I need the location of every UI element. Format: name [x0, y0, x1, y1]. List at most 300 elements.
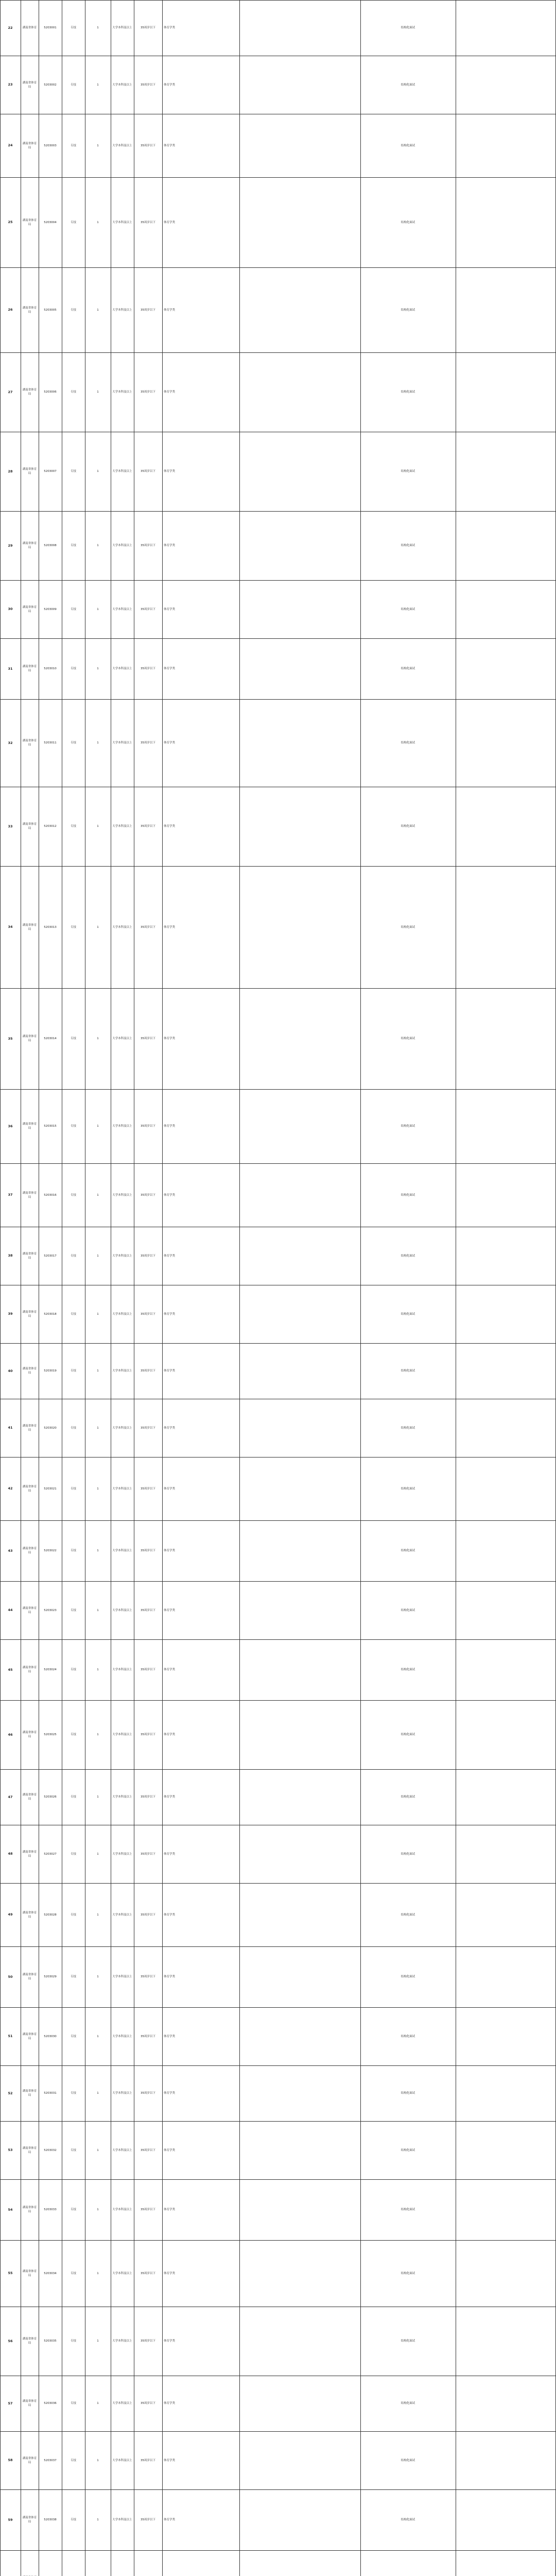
department-cell-text: 湖南省体育局 [22, 1252, 37, 1260]
position-code-cell [40, 513, 60, 579]
position-code-cell-text: 5203001 [44, 26, 57, 29]
position-code-cell-text: 5203018 [44, 1312, 57, 1316]
major-cell [164, 179, 238, 266]
education-cell [112, 1641, 132, 1699]
exam-method-cell-text: 结构化面试 [401, 2518, 415, 2521]
position-code-cell [40, 1522, 60, 1580]
age-cell [135, 1771, 161, 1823]
position-code-cell-text: 5203019 [44, 1369, 57, 1372]
major-cell [164, 640, 238, 698]
count-cell [86, 2433, 109, 2488]
department-cell [22, 2067, 37, 2120]
note-cell [457, 115, 554, 176]
major-cell-text: 体育学类 [164, 2208, 176, 2211]
table-row-divider [0, 1520, 556, 1521]
department-cell [22, 1948, 37, 2006]
age-cell-text: 35周岁以下 [141, 144, 155, 147]
education-cell-text: 大学本科及以上 [112, 2459, 132, 2462]
department-cell-text: 湖南省体育局 [22, 218, 37, 226]
row-number [2, 2552, 19, 2576]
exam-method-cell-text: 结构化面试 [401, 2340, 415, 2343]
category-cell [63, 1948, 83, 2006]
table-row-divider [0, 352, 556, 353]
position-code-cell-text: 5203038 [44, 2518, 57, 2521]
position-code-cell [40, 582, 60, 637]
position-code-cell [40, 354, 60, 430]
table-row-divider [0, 1883, 556, 1884]
note-cell [457, 1826, 554, 1882]
department-cell-text: 湖南省体育局 [22, 2206, 37, 2213]
department-cell-text: 湖南省体育局 [22, 1731, 37, 1738]
education-cell [112, 1286, 132, 1342]
position-code-cell [40, 269, 60, 351]
row-number [2, 640, 19, 698]
exam-method-cell-text: 结构化面试 [401, 741, 415, 744]
table-column-divider [360, 0, 361, 2576]
age-cell-text: 35周岁以下 [141, 1549, 155, 1552]
exam-method-cell [362, 1400, 454, 1455]
department-cell [22, 2491, 37, 2549]
position-code-cell-text: 5203017 [44, 1254, 57, 1258]
other-requirement-cell [241, 1345, 359, 1397]
position-code-cell [40, 2009, 60, 2064]
count-cell-text: 1 [97, 825, 99, 828]
major-cell-text: 体育学类 [164, 2148, 176, 2152]
major-cell [164, 2242, 238, 2305]
major-cell-text: 体育学类 [164, 1312, 176, 1316]
count-cell-text: 1 [97, 26, 99, 29]
age-cell [135, 1091, 161, 1162]
age-cell [135, 788, 161, 865]
count-cell [86, 1885, 109, 1945]
education-cell [112, 868, 132, 987]
count-cell [86, 179, 109, 266]
department-cell [22, 640, 37, 698]
category-cell-text: 专技 [70, 470, 76, 473]
category-cell-text: 专技 [70, 83, 76, 87]
department-cell-text: 湖南省体育局 [22, 605, 37, 613]
exam-method-cell-text: 结构化面试 [401, 26, 415, 29]
exam-method-cell [362, 1885, 454, 1945]
note-cell [457, 1091, 554, 1162]
exam-method-cell [362, 2123, 454, 2178]
row-number-text: 41 [8, 1426, 13, 1430]
education-cell-text: 大学本科及以上 [112, 1369, 132, 1372]
other-requirement-cell [241, 640, 359, 698]
major-cell [164, 354, 238, 430]
age-cell-text: 35周岁以下 [141, 2340, 155, 2343]
count-cell [86, 1228, 109, 1283]
table-row-divider [0, 267, 556, 268]
education-cell [112, 2181, 132, 2239]
major-cell-text: 体育学类 [164, 1193, 176, 1197]
department-cell [22, 1400, 37, 1455]
note-cell [457, 1165, 554, 1225]
category-cell-text: 专技 [70, 1312, 76, 1316]
education-cell [112, 433, 132, 510]
other-requirement-cell [241, 1826, 359, 1882]
row-number-text: 40 [8, 1368, 13, 1373]
department-cell-text: 湖南省体育局 [22, 1367, 37, 1375]
education-cell-text: 大学本科及以上 [112, 544, 132, 547]
department-cell [22, 2242, 37, 2305]
education-cell-text: 大学本科及以上 [112, 1668, 132, 1671]
department-cell [22, 2377, 37, 2430]
exam-method-cell [362, 1286, 454, 1342]
exam-method-cell-text: 结构化面试 [401, 607, 415, 611]
row-number [2, 1286, 19, 1342]
exam-method-cell-text: 结构化面试 [401, 2272, 415, 2275]
exam-method-cell-text: 结构化面试 [401, 2148, 415, 2152]
major-cell [164, 2009, 238, 2064]
count-cell-text: 1 [97, 1795, 99, 1799]
other-requirement-cell [241, 1286, 359, 1342]
major-cell-text: 体育学类 [164, 1913, 176, 1917]
major-cell [164, 57, 238, 112]
age-cell-text: 35周岁以下 [141, 1608, 155, 1612]
major-cell [164, 1091, 238, 1162]
exam-method-cell [362, 513, 454, 579]
count-cell-text: 1 [97, 1369, 99, 1372]
row-number-text: 59 [8, 2517, 13, 2522]
education-cell [112, 788, 132, 865]
exam-method-cell-text: 结构化面试 [401, 391, 415, 394]
note-cell [457, 1641, 554, 1699]
position-code-cell [40, 1459, 60, 1519]
category-cell [63, 2181, 83, 2239]
category-cell-text: 专技 [70, 925, 76, 929]
row-number [2, 433, 19, 510]
education-cell-text: 大学本科及以上 [112, 1125, 132, 1128]
category-cell [63, 269, 83, 351]
count-cell [86, 2009, 109, 2064]
position-code-cell-text: 5203020 [44, 1426, 57, 1430]
education-cell [112, 2491, 132, 2549]
education-cell-text: 大学本科及以上 [112, 2035, 132, 2038]
other-requirement-cell [241, 2067, 359, 2120]
major-cell [164, 433, 238, 510]
other-requirement-cell [241, 2242, 359, 2305]
note-cell [457, 2552, 554, 2576]
age-cell [135, 57, 161, 112]
major-cell [164, 269, 238, 351]
count-cell [86, 2242, 109, 2305]
count-cell-text: 1 [97, 544, 99, 547]
age-cell-text: 35周岁以下 [141, 1426, 155, 1430]
education-cell-text: 大学本科及以上 [112, 1733, 132, 1736]
age-cell-text: 35周岁以下 [141, 308, 155, 312]
table-row-divider [0, 1343, 556, 1344]
major-cell-text: 体育学类 [164, 1795, 176, 1799]
count-cell [86, 2308, 109, 2374]
table-row-divider [0, 2240, 556, 2241]
row-number [2, 1948, 19, 2006]
category-cell-text: 专技 [70, 144, 76, 147]
row-number-text: 34 [8, 925, 13, 929]
count-cell [86, 1948, 109, 2006]
exam-method-cell [362, 868, 454, 987]
category-cell-text: 专技 [70, 741, 76, 744]
age-cell [135, 990, 161, 1088]
major-cell [164, 1345, 238, 1397]
education-cell [112, 57, 132, 112]
row-number-text: 49 [8, 1912, 13, 1917]
position-code-cell-text: 5203009 [44, 607, 57, 611]
row-number-text: 26 [8, 308, 13, 312]
department-cell [22, 115, 37, 176]
count-cell-text: 1 [97, 2272, 99, 2275]
count-cell-text: 1 [97, 308, 99, 312]
row-number-text: 58 [8, 2458, 13, 2462]
position-code-cell [40, 2, 60, 54]
age-cell [135, 2, 161, 54]
other-requirement-cell [241, 2491, 359, 2549]
table-row-divider [0, 988, 556, 989]
education-cell [112, 1771, 132, 1823]
count-cell [86, 1165, 109, 1225]
row-number [2, 2009, 19, 2064]
exam-method-cell-text: 结构化面试 [401, 2035, 415, 2038]
education-cell-text: 大学本科及以上 [112, 825, 132, 828]
exam-method-cell-text: 结构化面试 [401, 1913, 415, 1917]
education-cell-text: 大学本科及以上 [112, 83, 132, 87]
other-requirement-cell [241, 1583, 359, 1638]
other-requirement-cell [241, 115, 359, 176]
count-cell-text: 1 [97, 2518, 99, 2521]
table-row-divider [0, 2179, 556, 2180]
major-cell-text: 体育学类 [164, 1668, 176, 1671]
category-cell [63, 57, 83, 112]
education-cell [112, 1948, 132, 2006]
major-cell [164, 1885, 238, 1945]
note-cell [457, 2181, 554, 2239]
count-cell [86, 513, 109, 579]
major-cell [164, 1522, 238, 1580]
major-cell-text: 体育学类 [164, 925, 176, 929]
table-row-divider [0, 0, 556, 1]
category-cell-text: 专技 [70, 1852, 76, 1856]
age-cell [135, 2552, 161, 2576]
exam-method-cell [362, 1702, 454, 1768]
position-code-cell-text: 5203010 [44, 667, 57, 670]
major-cell [164, 513, 238, 579]
exam-method-cell-text: 结构化面试 [401, 470, 415, 473]
row-number-text: 42 [8, 1486, 13, 1490]
education-cell [112, 990, 132, 1088]
department-cell-text: 湖南省体育局 [22, 1547, 37, 1554]
exam-method-cell-text: 结构化面试 [401, 667, 415, 670]
row-number-text: 53 [8, 2148, 13, 2152]
age-cell-text: 35周岁以下 [141, 2459, 155, 2462]
count-cell [86, 2552, 109, 2576]
major-cell-text: 体育学类 [164, 825, 176, 828]
department-cell [22, 868, 37, 987]
department-cell-text: 湖南省体育局 [22, 1606, 37, 1614]
count-cell [86, 2123, 109, 2178]
age-cell-text: 35周岁以下 [141, 1733, 155, 1736]
category-cell-text: 专技 [70, 2035, 76, 2038]
department-cell-text: 湖南省体育局 [22, 2516, 37, 2523]
position-code-cell-text: 5203033 [44, 2208, 57, 2211]
position-code-cell-text: 5203002 [44, 83, 57, 87]
count-cell-text: 1 [97, 667, 99, 670]
position-code-cell-text: 5203015 [44, 1125, 57, 1128]
category-cell-text: 专技 [70, 2518, 76, 2521]
row-number [2, 1400, 19, 1455]
age-cell-text: 35周岁以下 [141, 741, 155, 744]
row-number [2, 788, 19, 865]
education-cell-text: 大学本科及以上 [112, 2340, 132, 2343]
major-cell-text: 体育学类 [164, 544, 176, 547]
exam-method-cell-text: 结构化面试 [401, 1193, 415, 1197]
position-code-cell [40, 2308, 60, 2374]
major-cell-text: 体育学类 [164, 1037, 176, 1040]
exam-method-cell [362, 1641, 454, 1699]
education-cell [112, 2552, 132, 2576]
row-number-text: 28 [8, 469, 13, 473]
exam-method-cell [362, 1771, 454, 1823]
position-code-cell [40, 1771, 60, 1823]
department-cell [22, 2552, 37, 2576]
count-cell-text: 1 [97, 1487, 99, 1490]
category-cell-text: 专技 [70, 1549, 76, 1552]
exam-method-cell-text: 结构化面试 [401, 825, 415, 828]
count-cell [86, 2067, 109, 2120]
exam-method-cell [362, 1948, 454, 2006]
table-column-divider [0, 0, 1, 2576]
category-cell [63, 1522, 83, 1580]
education-cell-text: 大学本科及以上 [112, 391, 132, 394]
major-cell [164, 868, 238, 987]
category-cell [63, 582, 83, 637]
table-row-divider [0, 2065, 556, 2066]
exam-method-cell-text: 结构化面试 [401, 1487, 415, 1490]
row-number [2, 354, 19, 430]
note-cell [457, 433, 554, 510]
age-cell-text: 35周岁以下 [141, 544, 155, 547]
exam-method-cell [362, 1826, 454, 1882]
age-cell [135, 2009, 161, 2064]
major-cell-text: 体育学类 [164, 1608, 176, 1612]
count-cell [86, 115, 109, 176]
age-cell-text: 35周岁以下 [141, 1975, 155, 1978]
category-cell [63, 2, 83, 54]
exam-method-cell [362, 2308, 454, 2374]
row-number-text: 44 [8, 1608, 13, 1612]
row-number-text: 43 [8, 1548, 13, 1553]
count-cell [86, 1771, 109, 1823]
count-cell-text: 1 [97, 607, 99, 611]
position-code-cell [40, 1885, 60, 1945]
education-cell-text: 大学本科及以上 [112, 2272, 132, 2275]
note-cell [457, 354, 554, 430]
education-cell-text: 大学本科及以上 [112, 2518, 132, 2521]
major-cell [164, 1583, 238, 1638]
exam-method-cell-text: 结构化面试 [401, 2208, 415, 2211]
row-number-text: 38 [8, 1253, 13, 1258]
department-cell-text: 湖南省体育局 [22, 1973, 37, 1980]
category-cell-text: 专技 [70, 607, 76, 611]
position-code-cell [40, 2433, 60, 2488]
category-cell [63, 1228, 83, 1283]
table-row-divider [0, 1700, 556, 1701]
exam-method-cell [362, 2181, 454, 2239]
row-number [2, 701, 19, 785]
note-cell [457, 1948, 554, 2006]
other-requirement-cell [241, 701, 359, 785]
count-cell-text: 1 [97, 1913, 99, 1917]
table-row-divider [0, 638, 556, 639]
department-cell [22, 433, 37, 510]
education-cell-text: 大学本科及以上 [112, 1254, 132, 1258]
other-requirement-cell [241, 1228, 359, 1283]
other-requirement-cell [241, 2308, 359, 2374]
other-requirement-cell [241, 1091, 359, 1162]
count-cell [86, 582, 109, 637]
education-cell [112, 1091, 132, 1162]
age-cell-text: 35周岁以下 [141, 2518, 155, 2521]
category-cell [63, 1091, 83, 1162]
education-cell-text: 大学本科及以上 [112, 1975, 132, 1978]
department-cell [22, 1459, 37, 1519]
department-cell [22, 2181, 37, 2239]
major-cell [164, 1286, 238, 1342]
exam-method-cell-text: 结构化面试 [401, 1733, 415, 1736]
exam-method-cell-text: 结构化面试 [401, 2402, 415, 2405]
education-cell [112, 354, 132, 430]
category-cell [63, 1286, 83, 1342]
age-cell [135, 1583, 161, 1638]
category-cell-text: 专技 [70, 1975, 76, 1978]
department-cell-text: 湖南省体育局 [22, 1666, 37, 1673]
age-cell [135, 1228, 161, 1283]
category-cell [63, 2552, 83, 2576]
count-cell [86, 701, 109, 785]
major-cell-text: 体育学类 [164, 1254, 176, 1258]
department-cell [22, 1583, 37, 1638]
position-code-cell [40, 1091, 60, 1162]
education-cell [112, 1459, 132, 1519]
note-cell [457, 2491, 554, 2549]
category-cell [63, 1400, 83, 1455]
position-code-cell [40, 1400, 60, 1455]
position-code-cell [40, 2377, 60, 2430]
category-cell [63, 2491, 83, 2549]
category-cell [63, 1459, 83, 1519]
count-cell-text: 1 [97, 925, 99, 929]
major-cell [164, 2308, 238, 2374]
exam-method-cell-text: 结构化面试 [401, 1668, 415, 1671]
major-cell [164, 788, 238, 865]
count-cell-text: 1 [97, 1037, 99, 1040]
department-cell [22, 57, 37, 112]
education-cell [112, 2242, 132, 2305]
row-number-text: 23 [8, 82, 13, 87]
exam-method-cell [362, 2552, 454, 2576]
position-code-cell-text: 5203007 [44, 470, 57, 473]
exam-method-cell-text: 结构化面试 [401, 1852, 415, 1856]
education-cell-text: 大学本科及以上 [112, 607, 132, 611]
department-cell [22, 2433, 37, 2488]
note-cell [457, 513, 554, 579]
position-code-cell-text: 5203034 [44, 2272, 57, 2275]
major-cell [164, 990, 238, 1088]
position-code-cell [40, 1702, 60, 1768]
age-cell [135, 433, 161, 510]
exam-method-cell [362, 2009, 454, 2064]
count-cell-text: 1 [97, 221, 99, 224]
age-cell [135, 269, 161, 351]
